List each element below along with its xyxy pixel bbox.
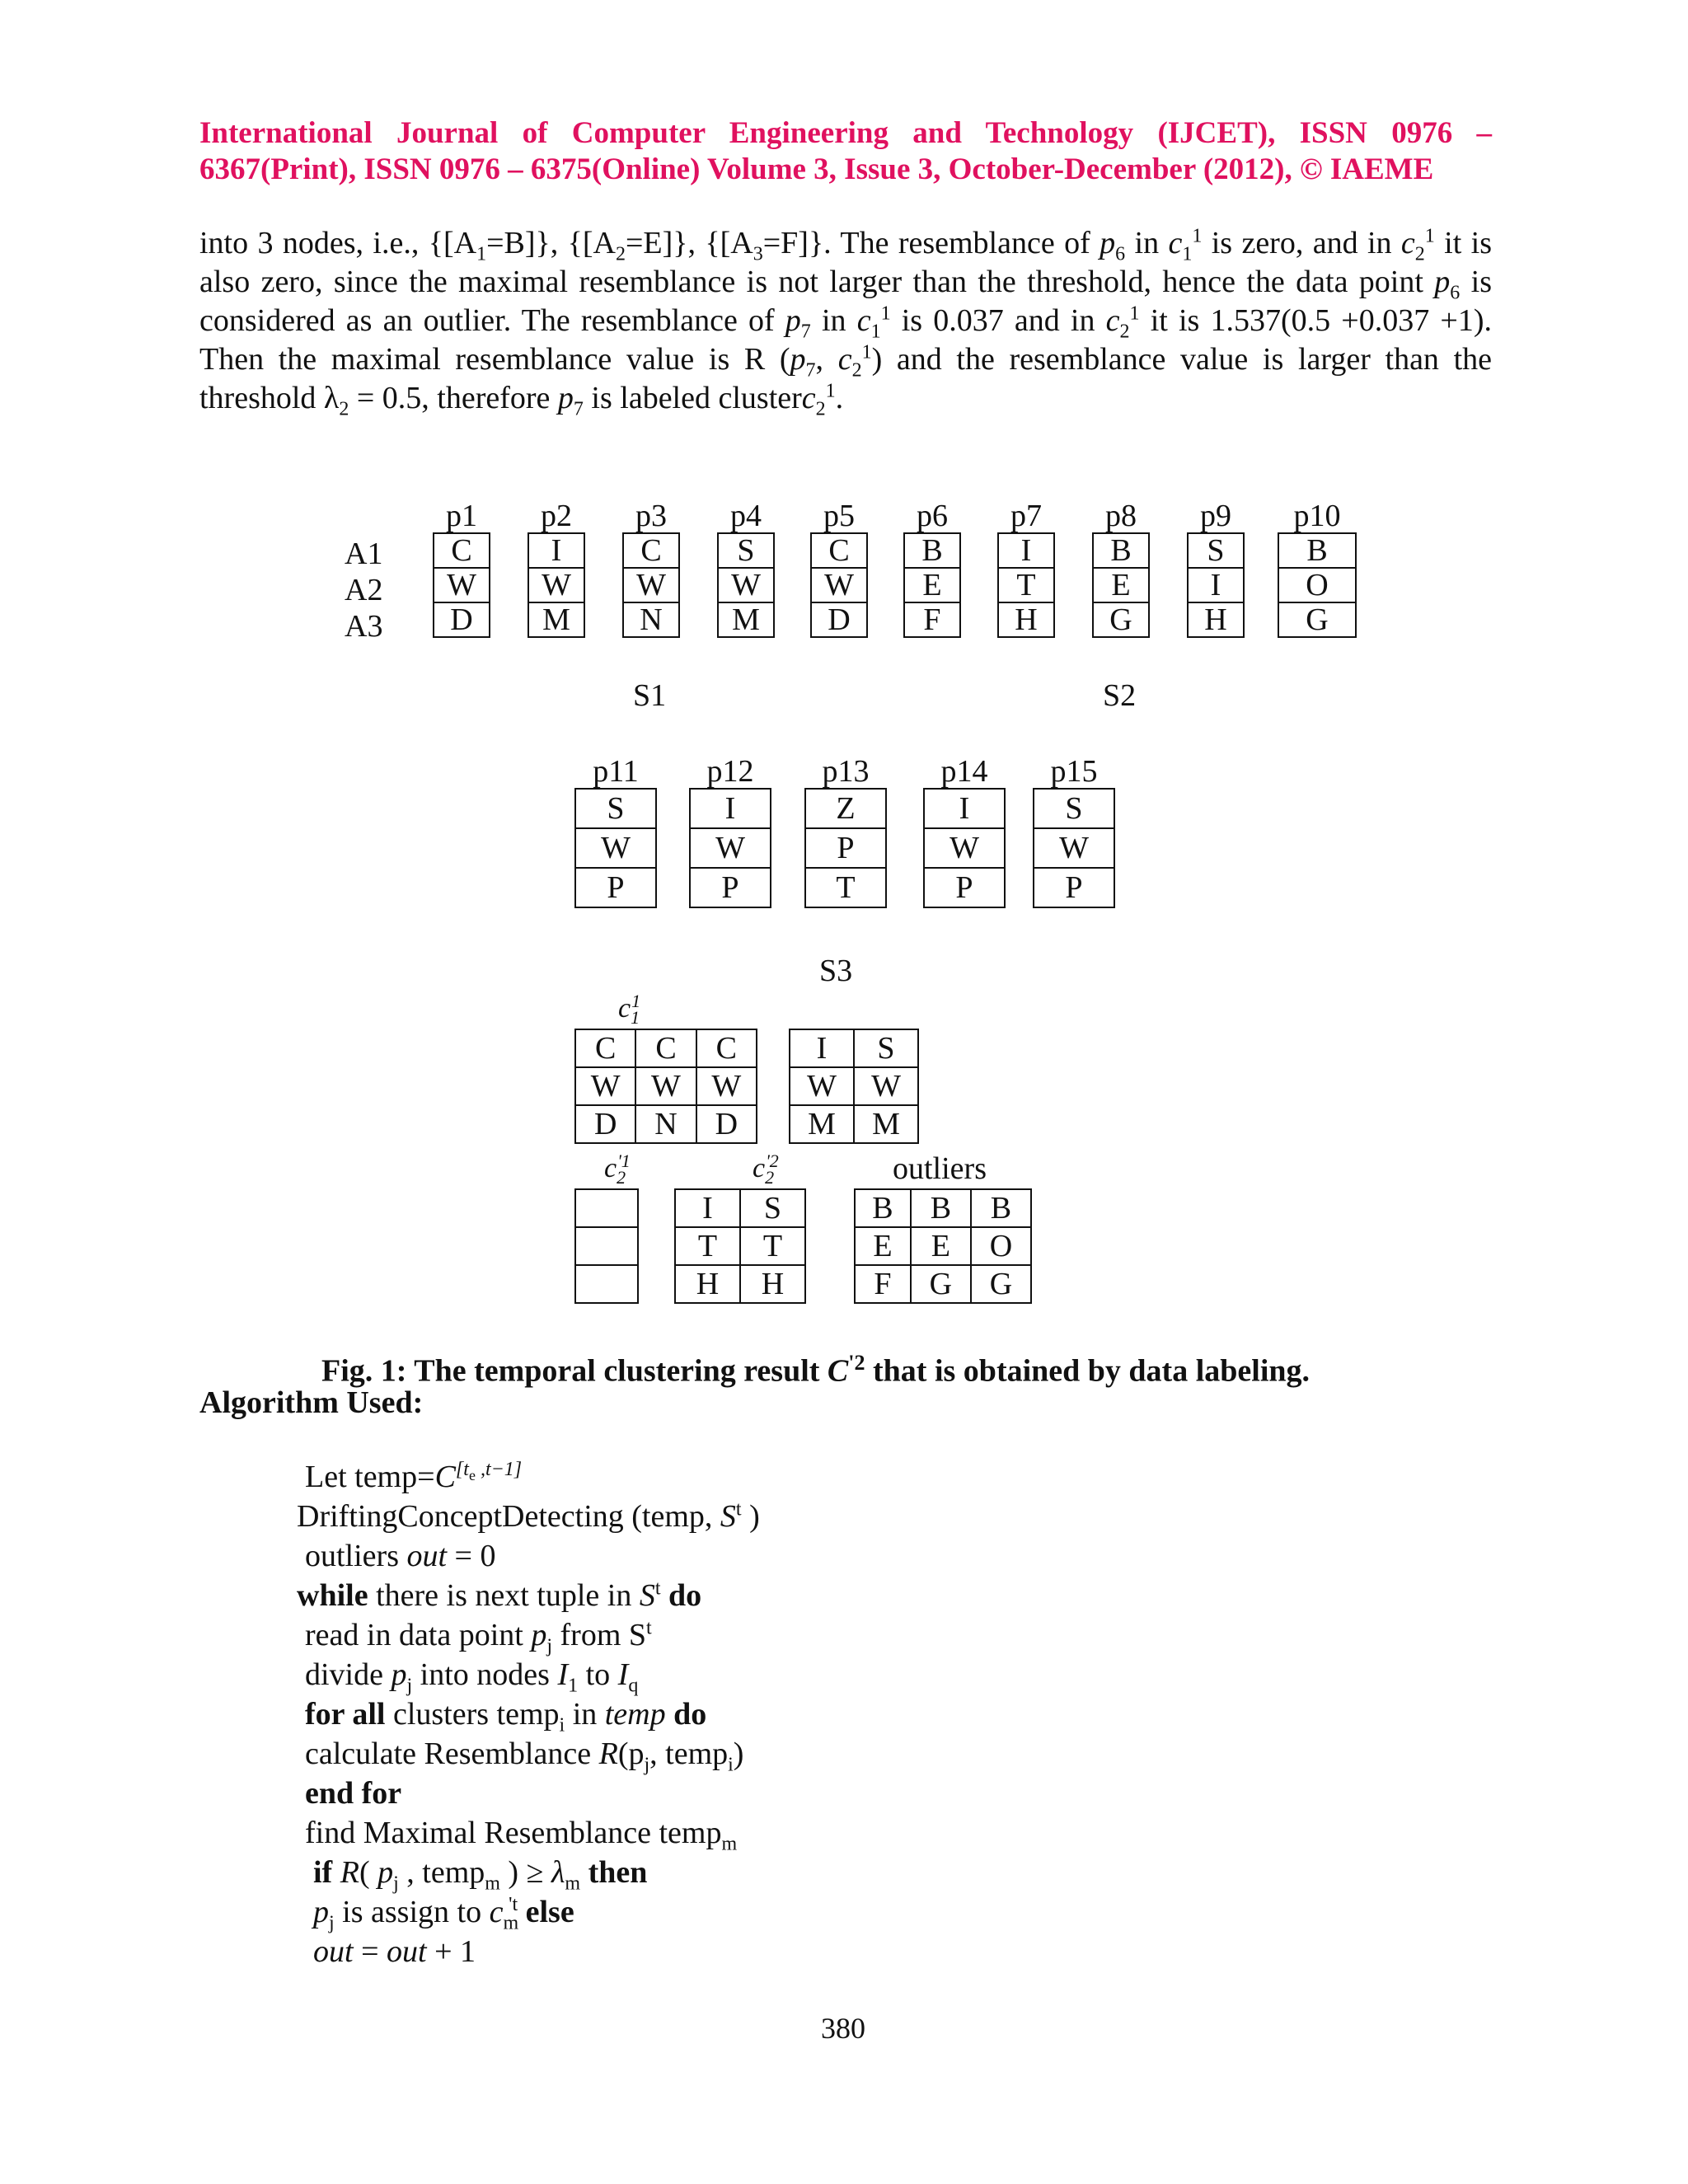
table-cell: C (811, 533, 867, 568)
algo-line-13: out = out + 1 (313, 1934, 476, 1969)
data-point-p9: p9 S I H (1187, 499, 1245, 638)
algo-line-5: read in data point $p_j$ from $S^t$ (305, 1617, 652, 1657)
table-cell (575, 1265, 638, 1303)
data-point-p3: p3 C W N (622, 499, 680, 638)
table-cell (575, 1227, 638, 1265)
table-cell: P (924, 868, 1005, 907)
algorithm-block (297, 1457, 760, 1971)
table-cell: D (696, 1105, 757, 1143)
table-cell: W (690, 828, 771, 868)
table-cell: M (718, 602, 774, 637)
table-cell: I (528, 533, 584, 568)
data-point-p6: p6 B E F (903, 499, 961, 638)
table-cell: W (528, 568, 584, 602)
algo-line-8: calculate Resemblance $R(p_j$, temp$_i$) (305, 1736, 744, 1776)
table-cell: G (911, 1265, 971, 1303)
table-cell: W (696, 1067, 757, 1105)
cluster-c11-table (574, 1029, 757, 1144)
attr-label-a3: A3 (345, 609, 383, 644)
table-cell: D (434, 602, 490, 637)
table-cell: W (635, 1067, 696, 1105)
table-cell: P (1034, 868, 1114, 907)
algorithm-heading: Algorithm Used: (199, 1385, 424, 1420)
table-cell: T (998, 568, 1054, 602)
data-point-p1: p1 C W D (433, 499, 490, 638)
table-cell: W (790, 1067, 854, 1105)
algo-line-11: if R( $p_j$ , temp$_m$ ) ≥ $\lambda_m$ then (313, 1855, 648, 1895)
set-label-s2: S2 (1103, 678, 1137, 713)
table-cell: C (623, 533, 679, 568)
algo-line-7: for all clusters temp$_i$ in temp do (305, 1697, 707, 1736)
table-cell: E (904, 568, 960, 602)
table-cell: D (575, 1105, 635, 1143)
table-cell: H (1188, 602, 1244, 637)
table-cell: W (434, 568, 490, 602)
data-point-p8: p8 B E G (1092, 499, 1150, 638)
table-cell: P (805, 828, 886, 868)
algo-line-12: $p_j$ is assign to $c_m^{'t}$ else (313, 1894, 574, 1934)
table-cell: I (924, 789, 1005, 828)
table-cell: N (635, 1105, 696, 1143)
table-cell: I (998, 533, 1054, 568)
table-cell (575, 1189, 638, 1227)
table-cell: G (1278, 602, 1356, 637)
cluster-c11-label: $c_1^1$ (618, 990, 641, 1028)
table-cell: I (1188, 568, 1244, 602)
cluster-c2p1-table (574, 1188, 639, 1304)
table-cell: W (924, 828, 1005, 868)
table-cell: O (971, 1227, 1031, 1265)
table-cell: W (623, 568, 679, 602)
table-cell: F (855, 1265, 911, 1303)
data-point-p4: p4 S W M (717, 499, 775, 638)
table-cell: S (575, 789, 656, 828)
table-cell: F (904, 602, 960, 637)
table-cell: I (790, 1029, 854, 1067)
table-cell: W (718, 568, 774, 602)
attr-label-a1: A1 (345, 537, 383, 571)
table-cell: B (971, 1189, 1031, 1227)
set-label-s1: S1 (633, 678, 667, 713)
table-cell: E (1093, 568, 1149, 602)
table-cell: S (718, 533, 774, 568)
algo-line-10: find Maximal Resemblance temp$_m$ (305, 1816, 738, 1855)
table-cell: I (690, 789, 771, 828)
table-cell: W (811, 568, 867, 602)
data-point-p10: p10 B O G (1278, 499, 1357, 638)
algo-line-9: end for (305, 1776, 402, 1811)
cluster-c2p1-label: $c_2^{'1}$ (604, 1150, 631, 1188)
figure-caption: Fig. 1: The temporal clustering result $C^{'2}$ that is obtained by data labeling. (321, 1351, 1311, 1389)
data-point-p13: p13 Z P T (804, 755, 887, 908)
table-cell: O (1278, 568, 1356, 602)
table-cell: P (690, 868, 771, 907)
table-cell: S (740, 1189, 805, 1227)
table-cell: H (675, 1265, 740, 1303)
journal-header (199, 115, 1492, 188)
table-cell: B (911, 1189, 971, 1227)
header-line-2: 6367(Print), ISSN 0976 – 6375(Online) Volume 3, Issue 3, October-December (2012), © IAEME (199, 152, 1434, 186)
table-cell: H (998, 602, 1054, 637)
table-cell: C (434, 533, 490, 568)
table-cell: Z (805, 789, 886, 828)
data-point-p12: p12 I W P (689, 755, 771, 908)
algo-line-4: while there is next tuple in $S^t$ do (297, 1577, 702, 1613)
page-number: 380 (821, 2012, 865, 2045)
table-cell: E (855, 1227, 911, 1265)
table-cell: B (1278, 533, 1356, 568)
table-cell: W (575, 1067, 635, 1105)
header-line-1: International Journal of Computer Engineering and Technology (IJCET), ISSN 0976 – (199, 116, 1492, 150)
table-cell: M (854, 1105, 918, 1143)
cluster-c2p2-label: $c_2^{'2}$ (753, 1150, 779, 1188)
table-cell: W (854, 1067, 918, 1105)
table-cell: I (675, 1189, 740, 1227)
data-point-p2: p2 I W M (528, 499, 585, 638)
table-cell: W (1034, 828, 1114, 868)
table-cell: E (911, 1227, 971, 1265)
table-cell: H (740, 1265, 805, 1303)
table-cell: G (971, 1265, 1031, 1303)
table-cell: C (696, 1029, 757, 1067)
table-cell: M (528, 602, 584, 637)
outliers-label: outliers (893, 1151, 987, 1186)
set-label-s3: S3 (819, 954, 853, 988)
table-cell: T (740, 1227, 805, 1265)
table-cell: S (1188, 533, 1244, 568)
table-cell: C (635, 1029, 696, 1067)
data-point-p11: p11 S W P (574, 755, 657, 908)
table-cell: B (855, 1189, 911, 1227)
outliers-table (854, 1188, 1032, 1304)
table-cell: G (1093, 602, 1149, 637)
algo-line-6: divide $p_j$ into nodes $I_1$ to $I_q$ (305, 1657, 639, 1697)
table-cell: C (575, 1029, 635, 1067)
attr-label-a2: A2 (345, 573, 383, 607)
data-point-p5: p5 C W D (810, 499, 868, 638)
algo-line-3: outliers out = 0 (305, 1539, 496, 1573)
table-cell: W (575, 828, 656, 868)
table-cell: B (1093, 533, 1149, 568)
table-cell: S (1034, 789, 1114, 828)
table-cell: M (790, 1105, 854, 1143)
table-cell: D (811, 602, 867, 637)
table-cell: P (575, 868, 656, 907)
algo-line-1: Let temp=C[te ,t−1] (305, 1459, 523, 1494)
table-cell: T (675, 1227, 740, 1265)
cluster-c21-table (789, 1029, 919, 1144)
cluster-c2p2-table (674, 1188, 806, 1304)
data-point-p14: p14 I W P (923, 755, 1006, 908)
table-cell: B (904, 533, 960, 568)
table-cell: T (805, 868, 886, 907)
data-point-p7: p7 I T H (997, 499, 1055, 638)
body-paragraph: into 3 nodes, i.e., $\{[A_1=B]\}$, $\{[A_2=E]\}$, $\{[A_3=F]\}$. The resemblance of $p_6$ in $c_1^1$ is zero, and in $c_2^1$ it is also zero, since the maximal resemblance is not larger than the threshold, hence the data point $p_6$ is considered as an outlier. The resemblance of $p_7$ in $c_1^1$ is 0.037 and in $c_2^1$ it is 1.537(0.5 +0.037 +1). Then the maximal resemblance value is R ($p_7$, $c_2^1$) and the resemblance value is larger than the threshold $\lambda_2 = 0.5$, therefore $p_7$ is labeled clusterc$_2^1$. (199, 225, 1493, 420)
data-point-p15: p15 S W P (1033, 755, 1115, 908)
table-cell: N (623, 602, 679, 637)
algo-line-2: DriftingConceptDetecting (temp, $S^t$ ) (297, 1498, 760, 1534)
table-cell: S (854, 1029, 918, 1067)
